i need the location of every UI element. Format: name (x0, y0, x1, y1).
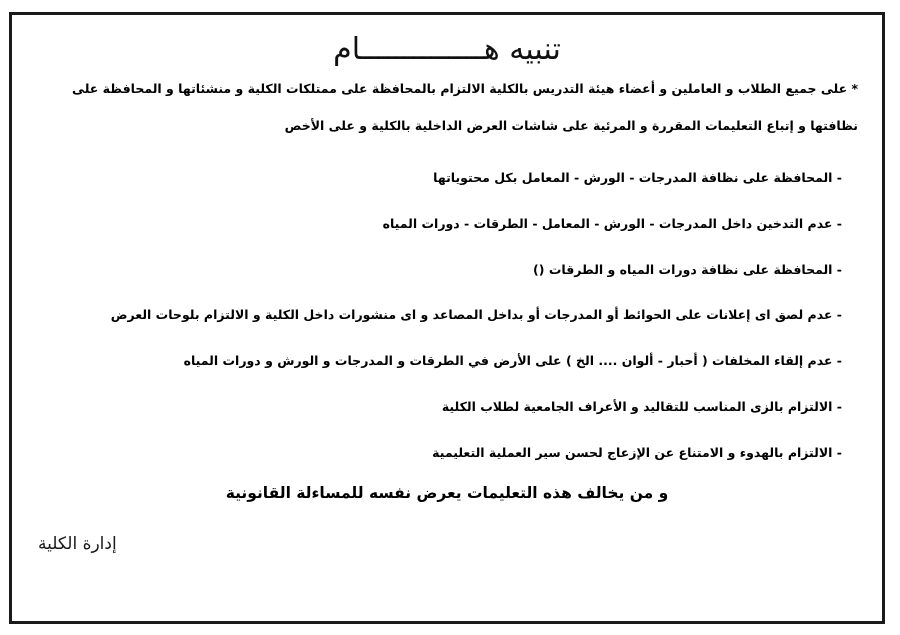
notice-frame (9, 12, 885, 624)
instruction-item-no-posters: - عدم لصق اى إعلانات على الحوائط أو المدرجات أو بداخل المصاعد و اى منشورات داخل الكلية و الالتزام بلوحات العرض (110, 307, 842, 323)
notice-title: تنبيه هــــــــــــــام (333, 32, 561, 67)
instruction-item-no-smoking: - عدم التدخين داخل المدرجات - الورش - المعامل - الطرقات - دورات المياه (382, 215, 842, 231)
instruction-item-quiet: - الالتزام بالهدوء و الامتناع عن الإزعاج لحسن سير العملية التعليمية (432, 444, 842, 460)
instruction-item-restrooms: - المحافظة على نظافة دورات المياه و الطرقات () (533, 261, 842, 277)
instruction-item-dress-code: - الالتزام بالزى المناسب للتقاليد و الأعراف الجامعية لطلاب الكلية (441, 398, 842, 414)
signature: إدارة الكلية (38, 534, 117, 554)
notice-intro (24, 81, 858, 134)
intro-line-1: * على جميع الطلاب و العاملين و أعضاء هيئة التدريس بالكلية الالتزام بالمحافظة على ممتلكات الكلية و منشئاتها و المحافظة على (72, 81, 858, 96)
instruction-item-cleanliness: - المحافظة على نظافة المدرجات - الورش - المعامل بكل محتوياتها (433, 170, 842, 185)
instructions-list (22, 170, 842, 491)
intro-line-2: نظافتها و إتباع التعليمات المقررة و المرئية على شاشات العرض الداخلية بالكلية و على الأخص (284, 118, 858, 133)
legal-warning: و من يخالف هذه التعليمات يعرض نفسه للمساءلة القانونية (225, 484, 669, 502)
instruction-item-no-littering: - عدم إلقاء المخلفات ( أحبار - ألوان .... الخ ) على الأرض في الطرقات و المدرجات و الورش و دورات المياه (183, 353, 842, 369)
